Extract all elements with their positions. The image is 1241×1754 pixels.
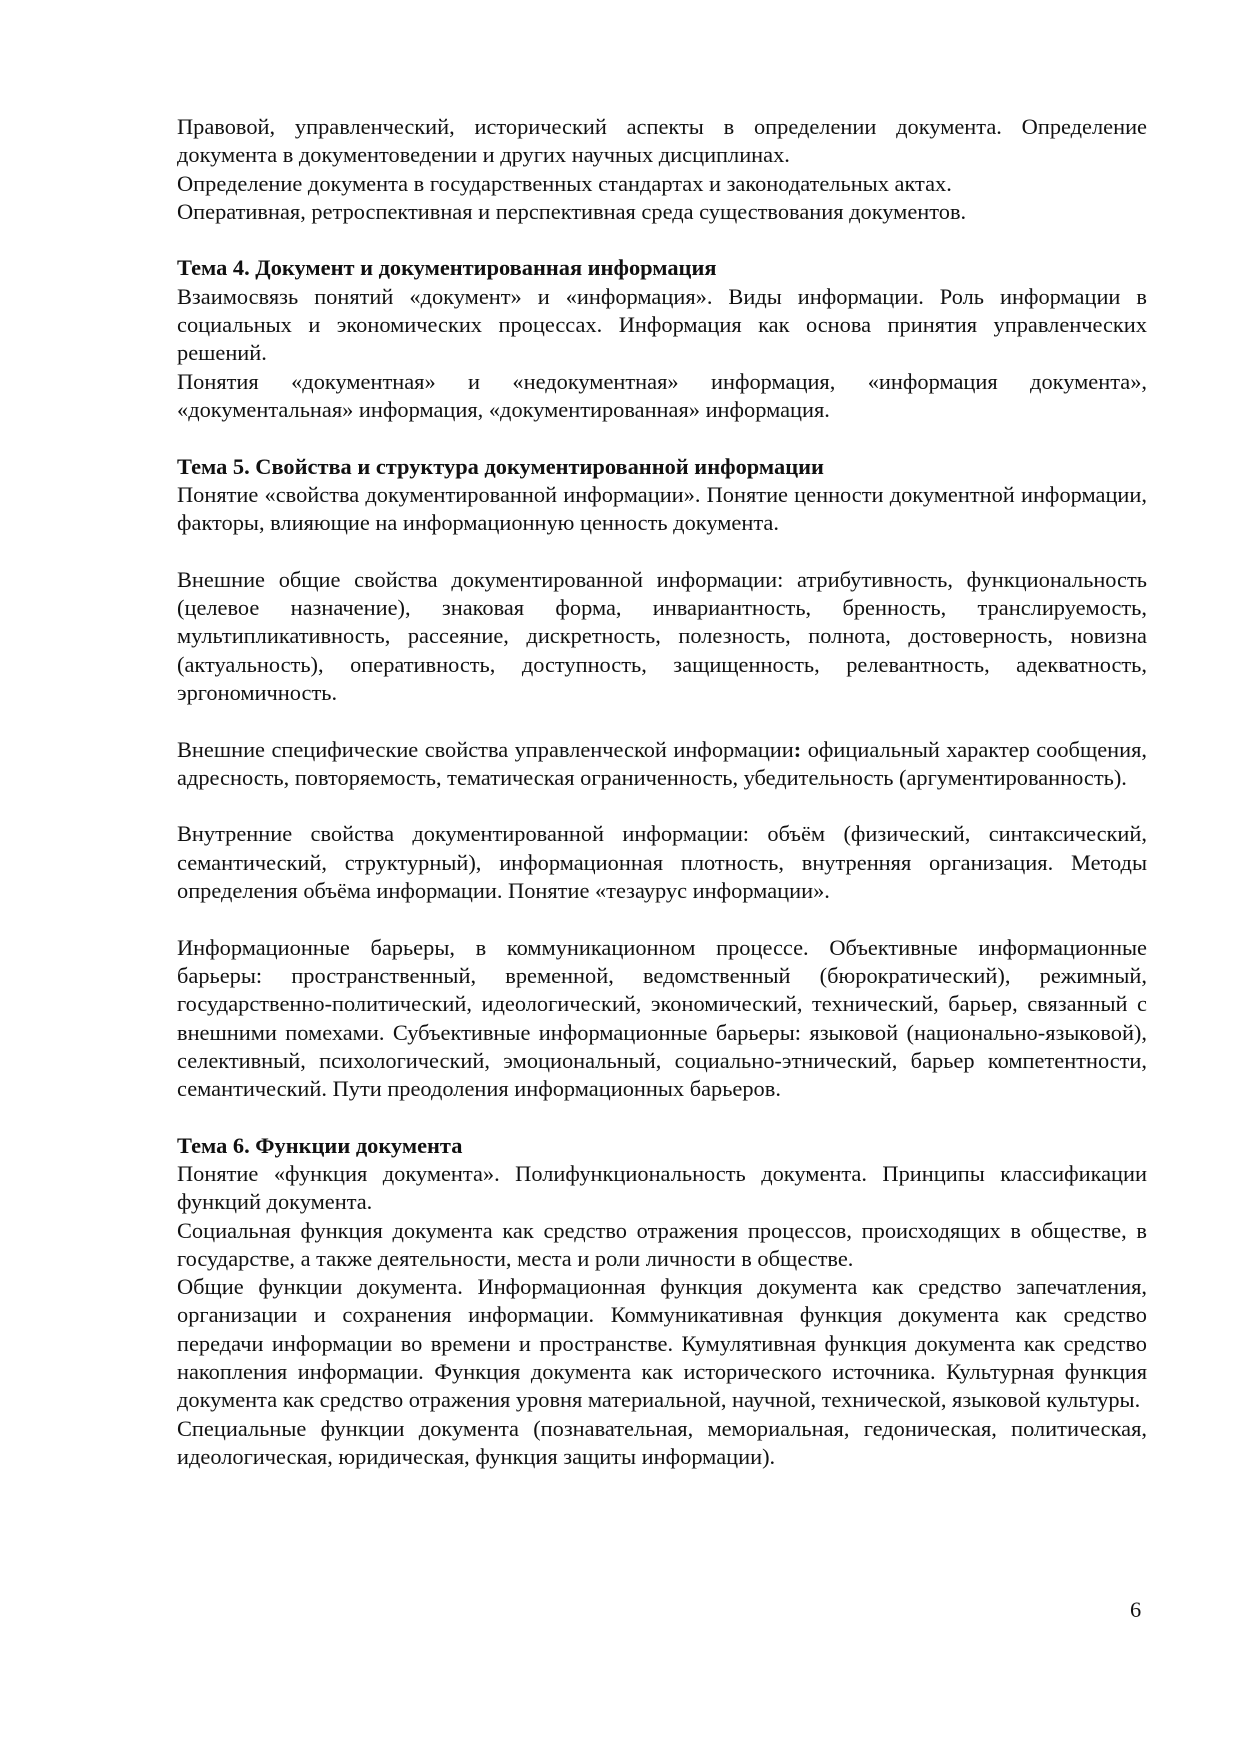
spacer [177,226,1147,254]
spacer [177,792,1147,820]
topic-5-heading: Тема 5. Свойства и структура документированной информации [177,453,824,479]
topic-5-paragraph-2: Внешние общие свойства документированной информации: атрибутивность, функциональность (целевое назначение), знаковая форма, инвариантность, бренность, транслируемость, мультипликативность, рассеяние, дискретность, полезность, полнота, достоверность, новизна (актуальность), оперативность, доступность, защищенность, релевантность, адекватность, эргономичность. [177,566,1147,705]
spacer [177,707,1147,735]
topic-6-paragraph-4: Специальные функции документа (познавательная, мемориальная, гедоническая, политическая, идеологическая, юридическая, функция защиты информации). [177,1415,1147,1469]
topic-5-paragraph-5: Информационные барьеры, в коммуникационном процессе. Объективные информационные барьеры: пространственный, временной, ведомственный (бюрократический), режимный, государственно-политический, идеологический, экономический, технический, барьер, связанный с внешними помехами. Субъективные информационные барьеры: языковой (национально-языковой), селективный, психологический, эмоциональный, социально-этнический, барьер компетентности, семантический. Пути преодоления информационных барьеров. [177,934,1147,1102]
intro-paragraph-2: Определение документа в государственных стандартах и законодательных актах. [177,170,952,196]
topic-5-paragraph-3-colon: : [793,736,802,762]
topic-6-paragraph-3: Общие функции документа. Информационная функция документа как средство запечатления, организации и сохранения информации. Коммуникативная функция документа как средство передачи информации во времени и пространстве. Кумулятивная функция документа как средство накопления информации. Функция документа как исторического источника. Культурная функция документа как средство отражения уровня материальной, научной, технической, языковой культуры. [177,1274,1147,1413]
topic-4-paragraph-1: Взаимосвязь понятий «документ» и «информация». Виды информации. Роль информации в социальных и экономических процессах. Информация как основа принятия управленческих решений. [177,283,1147,366]
topic-4-heading: Тема 4. Документ и документированная информация [177,255,717,281]
topic-6-heading: Тема 6. Функции документа [177,1132,463,1158]
spacer [177,905,1147,933]
page-number: 6 [1130,1597,1142,1622]
topic-5-paragraph-3-lead: Внешние специфические свойства управленческой информации [177,736,794,762]
topic-5-paragraph-1: Понятие «свойства документированной информации». Понятие ценности документной информации, факторы, влияющие на информационную ценность документа. [177,481,1147,536]
topic-4-paragraph-2: Понятия «документная» и «недокументная» информация, «информация документа», «документальная» информация, «документированная» информация. [177,368,1147,422]
spacer [177,537,1147,565]
document-page [177,113,1147,1471]
topic-6-paragraph-2: Социальная функция документа как средство отражения процессов, происходящих в обществе, в государстве, а также деятельности, места и роли личности в обществе. [177,1217,1147,1271]
topic-5-paragraph-3 [177,736,1147,793]
intro-paragraph-3: Оперативная, ретроспективная и перспективная среда существования документов. [177,198,967,224]
topic-6-paragraph-1: Понятие «функция документа». Полифункциональность документа. Принципы классификации функций документа. [177,1160,1147,1215]
topic-5-paragraph-3-rest: официальный характер сообщения, адресность, повторяемость, тематическая ограниченность, убедительность (аргументированность). [177,736,1147,790]
topic-5-paragraph-4: Внутренние свойства документированной информации: объём (физический, синтаксический, семантический, структурный), информационная плотность, внутренняя организация. Методы определения объёма информации. Понятие «тезаурус информации». [177,821,1147,904]
spacer [177,424,1147,452]
intro-paragraph-1: Правовой, управленческий, исторический аспекты в определении документа. Определение документа в документоведении и других научных дисциплинах. [177,114,1147,168]
spacer [177,1103,1147,1131]
